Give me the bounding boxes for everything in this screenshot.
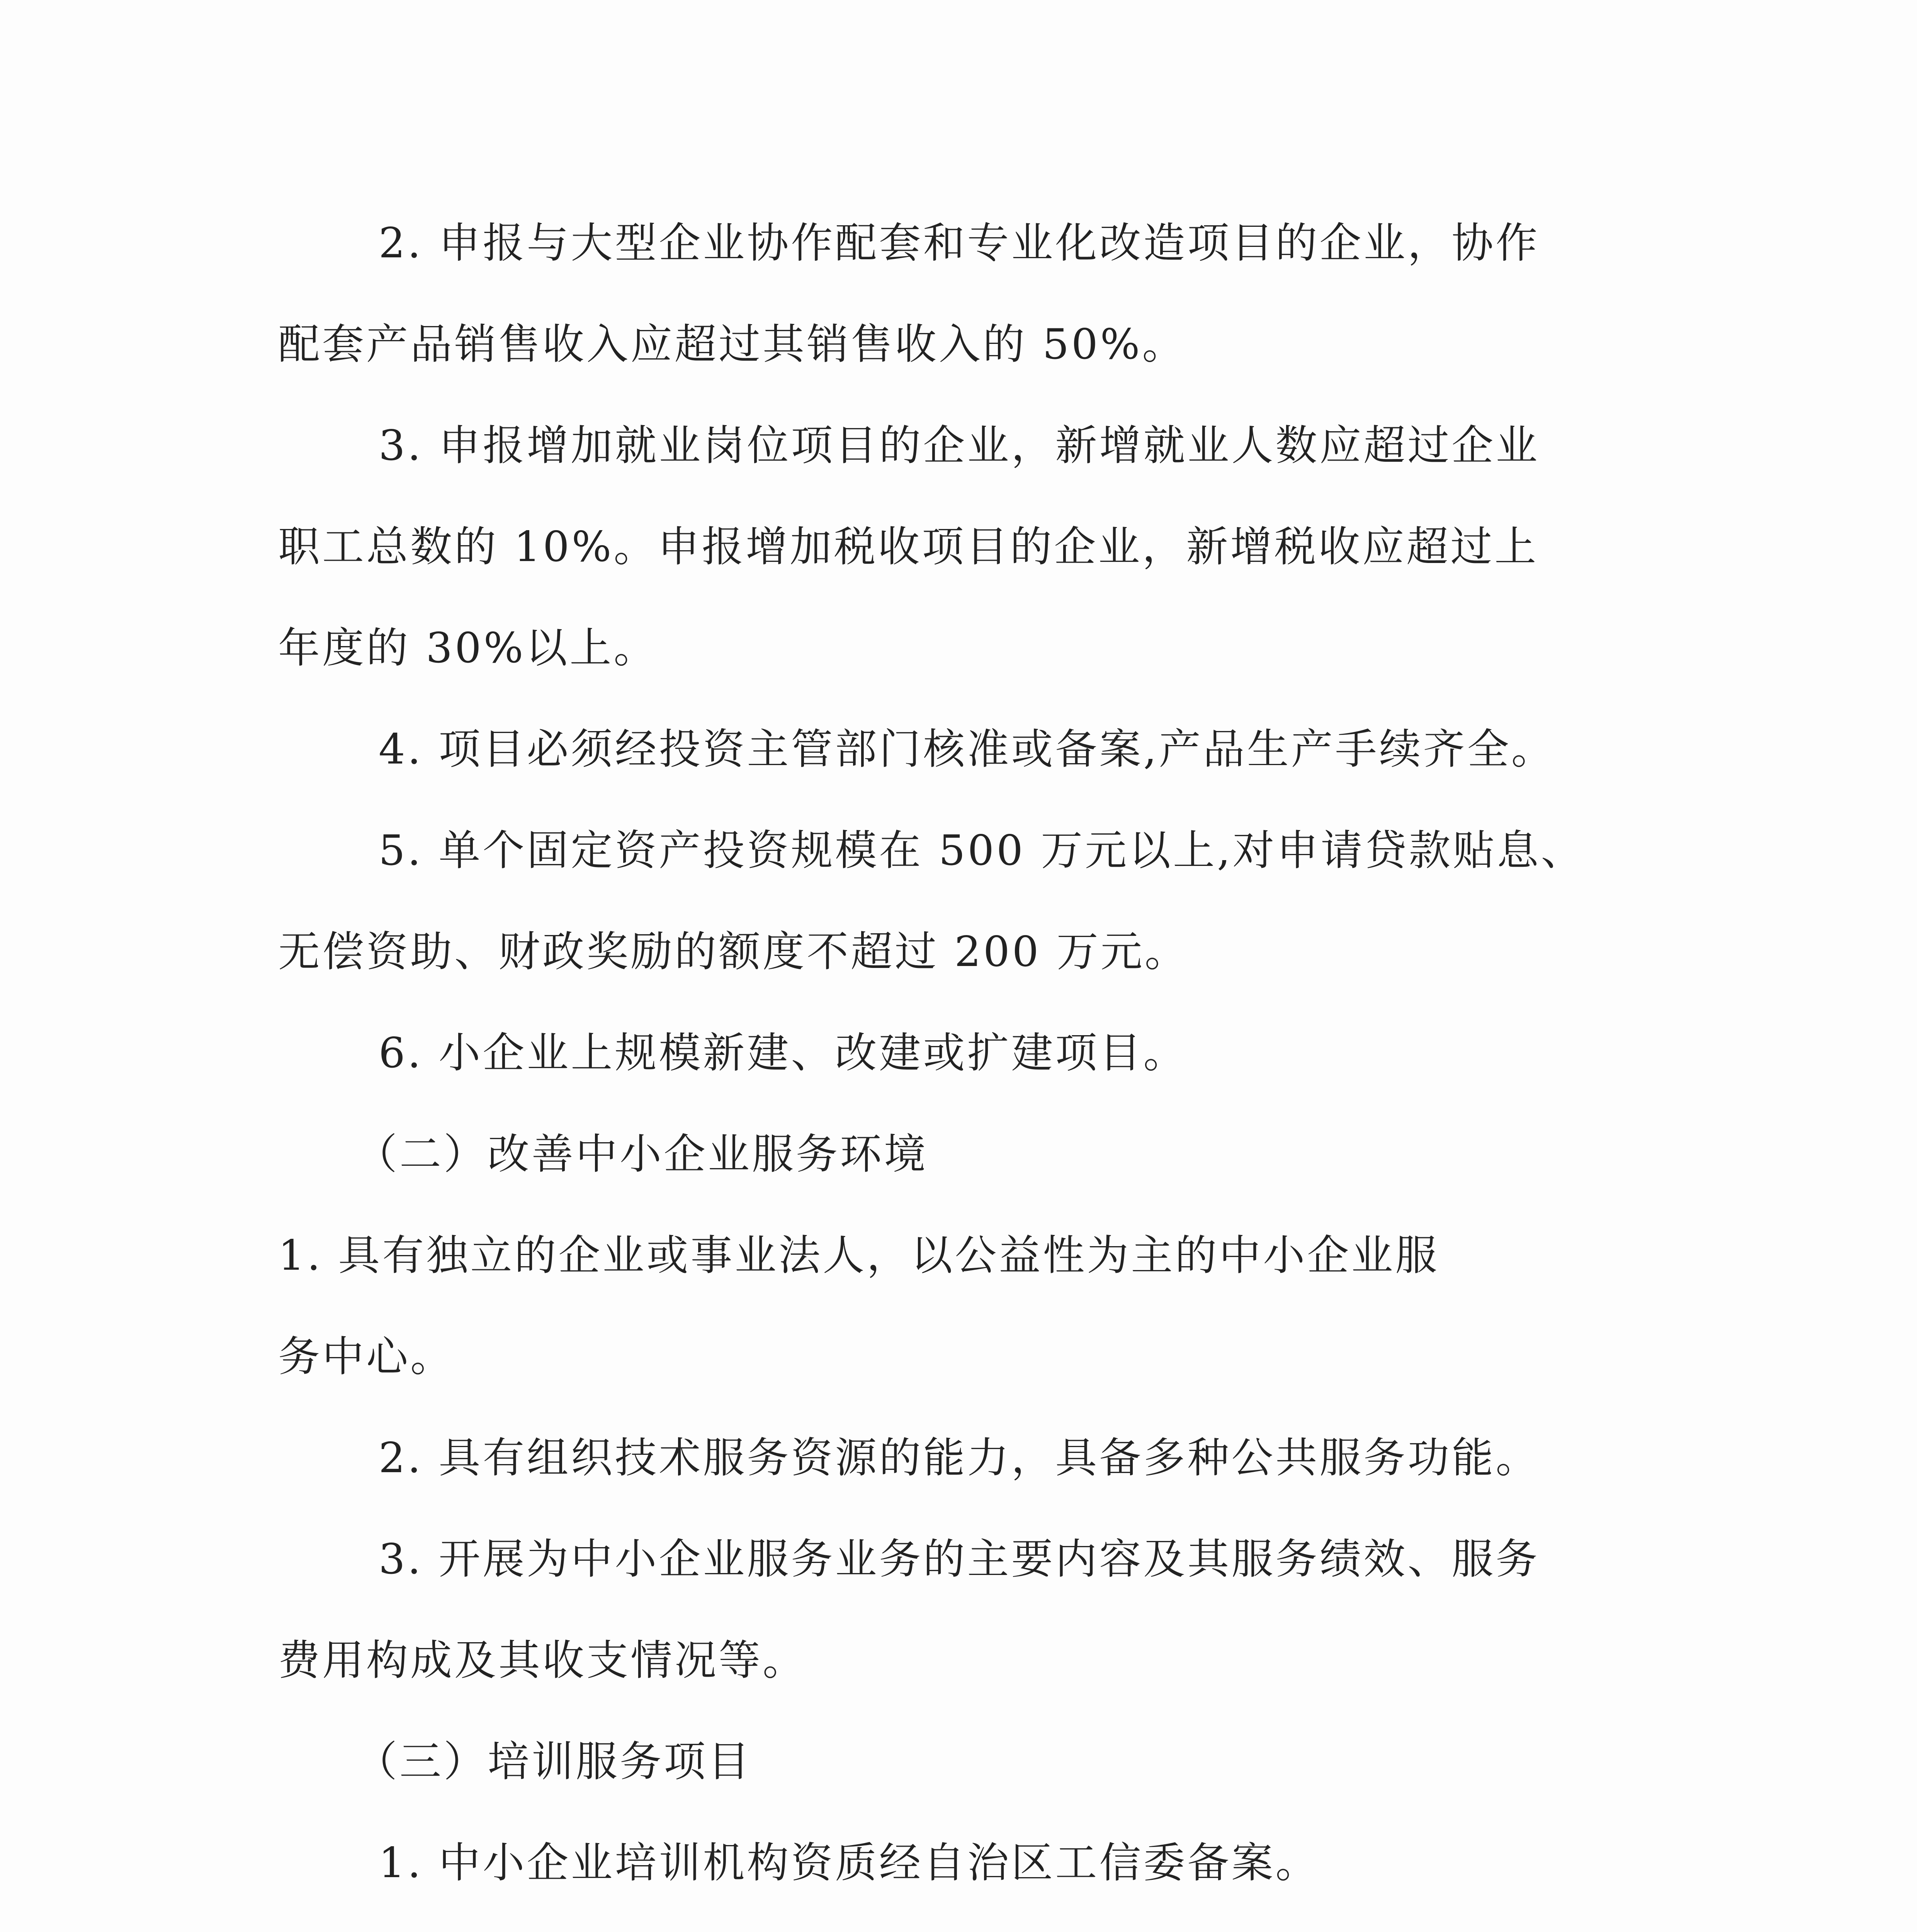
- paragraph-line-3: 3. 申报增加就业岗位项目的企业，新增就业人数应超过企业: [379, 422, 1540, 470]
- paragraph-line-14: 3. 开展为中小企业服务业务的主要内容及其服务绩效、服务: [379, 1535, 1540, 1583]
- paragraph-line-15: 费用构成及其收支情况等。: [278, 1636, 807, 1685]
- paragraph-line-5: 年度的 30%以上。: [278, 624, 658, 672]
- paragraph-line-8: 无偿资助、财政奖励的额度不超过 200 万元。: [278, 928, 1189, 976]
- subheading-3: （三）培训服务项目: [355, 1738, 752, 1786]
- paragraph-line-7: 5. 单个固定资产投资规模在 500 万元以上,对申请贷款贴息、: [379, 827, 1585, 875]
- subheading-2: （二）改善中小企业服务环境: [355, 1130, 928, 1179]
- paragraph-line-11: 1. 具有独立的企业或事业法人，以公益性为主的中小企业服: [278, 1231, 1439, 1280]
- paragraph-line-17: 1. 中小企业培训机构资质经自治区工信委备案。: [379, 1839, 1320, 1887]
- paragraph-line-13: 2. 具有组织技术服务资源的能力，具备多种公共服务功能。: [379, 1434, 1540, 1482]
- paragraph-line-4: 职工总数的 10%。申报增加税收项目的企业，新增税收应超过上: [278, 523, 1539, 571]
- paragraph-line-6: 4. 项目必须经投资主管部门核准或备案,产品生产手续齐全。: [379, 725, 1555, 774]
- paragraph-line-1: 2. 申报与大型企业协作配套和专业化改造项目的企业，协作: [379, 219, 1540, 267]
- paragraph-line-12: 务中心。: [278, 1333, 455, 1381]
- paragraph-line-9: 6. 小企业上规模新建、改建或扩建项目。: [379, 1029, 1188, 1077]
- paragraph-line-2: 配套产品销售收入应超过其销售收入的 50%。: [278, 320, 1186, 369]
